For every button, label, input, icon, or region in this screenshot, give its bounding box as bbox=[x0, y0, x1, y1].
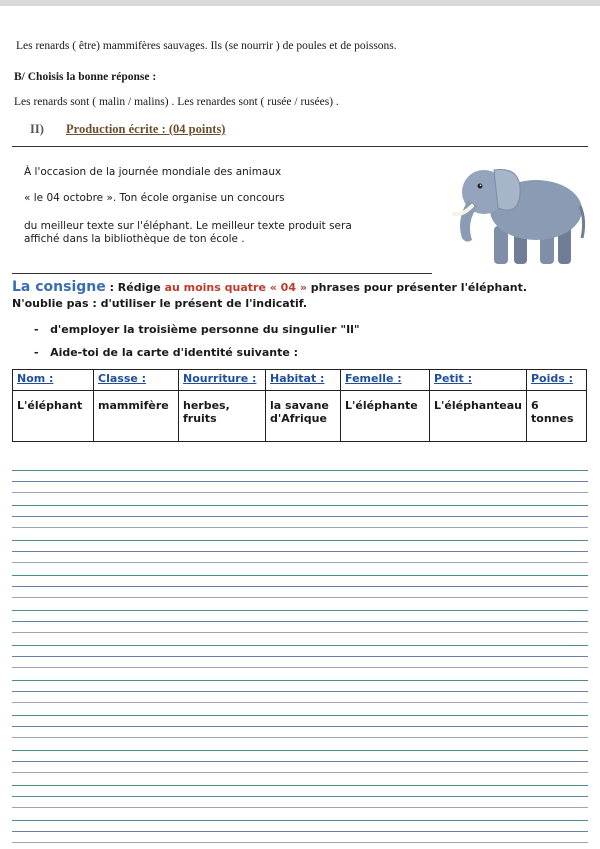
instruction-label: La consigne bbox=[12, 279, 106, 295]
exercise-b-sentence: Les renards sont ( malin / malins) . Les renardes sont ( rusée / rusées) . bbox=[14, 96, 339, 108]
section-title: Production écrite : (04 points) bbox=[66, 122, 226, 136]
writing-line[interactable] bbox=[12, 516, 588, 517]
writing-line[interactable] bbox=[12, 691, 588, 692]
identity-card-table bbox=[12, 369, 587, 442]
writing-line[interactable] bbox=[12, 807, 588, 808]
header-cell: Classe : bbox=[94, 370, 179, 391]
exercise-b-heading: B/ Choisis la bonne réponse : bbox=[14, 71, 157, 83]
writing-line[interactable] bbox=[12, 597, 588, 598]
writing-line[interactable] bbox=[12, 820, 588, 821]
writing-line[interactable] bbox=[12, 505, 588, 506]
writing-line[interactable] bbox=[12, 667, 588, 668]
value-cell: mammifère bbox=[94, 391, 179, 442]
reminder-bullet-2: - Aide-toi de la carte d'identité suivante : bbox=[34, 346, 299, 359]
writing-line[interactable] bbox=[12, 831, 588, 832]
header-cell: Poids : bbox=[527, 370, 587, 391]
header-cell: Nourriture : bbox=[179, 370, 266, 391]
value-cell: 6 tonnes bbox=[527, 391, 587, 442]
writing-line[interactable] bbox=[12, 540, 588, 541]
value-cell: L'éléphant bbox=[13, 391, 94, 442]
writing-line[interactable] bbox=[12, 737, 588, 738]
identity-card-header-row bbox=[13, 370, 587, 391]
reminder-bullet-2-text: Aide-toi de la carte d'identité suivante : bbox=[50, 346, 299, 359]
writing-line[interactable] bbox=[12, 586, 588, 587]
writing-line[interactable] bbox=[12, 481, 588, 482]
reminder-bullet-1: - d'employer la troisième personne du singulier "Il" bbox=[34, 323, 360, 336]
header-cell: Femelle : bbox=[341, 370, 430, 391]
value-cell: la savane d'Afrique bbox=[266, 391, 341, 442]
writing-line[interactable] bbox=[12, 702, 588, 703]
writing-line[interactable] bbox=[12, 645, 588, 646]
writing-line[interactable] bbox=[12, 772, 588, 773]
writing-line[interactable] bbox=[12, 551, 588, 552]
writing-line[interactable] bbox=[12, 527, 588, 528]
identity-card-value-row bbox=[13, 391, 587, 442]
elephant-illustration bbox=[442, 158, 588, 270]
writing-line[interactable] bbox=[12, 750, 588, 751]
writing-line[interactable] bbox=[12, 621, 588, 622]
writing-line[interactable] bbox=[12, 632, 588, 633]
header-cell: Petit : bbox=[430, 370, 527, 391]
writing-line[interactable] bbox=[12, 726, 588, 727]
writing-line[interactable] bbox=[12, 715, 588, 716]
writing-line[interactable] bbox=[12, 680, 588, 681]
section-number: II) bbox=[30, 122, 44, 136]
context-bottom-rule bbox=[12, 273, 432, 274]
instruction-highlight: au moins quatre « 04 » bbox=[164, 281, 307, 294]
context-line-4: affiché dans la bibliothèque de ton école . bbox=[24, 233, 245, 245]
writing-line[interactable] bbox=[12, 656, 588, 657]
writing-line[interactable] bbox=[12, 785, 588, 786]
context-line-1: À l'occasion de la journée mondiale des animaux bbox=[24, 166, 282, 178]
writing-line[interactable] bbox=[12, 562, 588, 563]
context-top-rule bbox=[12, 146, 588, 147]
value-cell: L'éléphante bbox=[341, 391, 430, 442]
value-cell: L'éléphanteau bbox=[430, 391, 527, 442]
writing-line[interactable] bbox=[12, 842, 588, 843]
reminder-intro: N'oublie pas : d'utiliser le présent de l'indicatif. bbox=[12, 297, 308, 310]
context-line-3: du meilleur texte sur l'éléphant. Le meilleur texte produit sera bbox=[24, 220, 352, 232]
instruction-colon: : Rédige bbox=[105, 281, 165, 294]
writing-line[interactable] bbox=[12, 575, 588, 576]
writing-line[interactable] bbox=[12, 796, 588, 797]
header-cell: Nom : bbox=[13, 370, 94, 391]
value-cell: herbes, fruits bbox=[179, 391, 266, 442]
exercise-a-sentence: Les renards ( être) mammifères sauvages. Ils (se nourrir ) de poules et de poissons. bbox=[16, 40, 397, 52]
writing-line[interactable] bbox=[12, 470, 588, 471]
reminder-bullet-1-text: d'employer la troisième personne du singulier "Il" bbox=[50, 323, 360, 336]
header-cell: Habitat : bbox=[266, 370, 341, 391]
top-edge bbox=[0, 0, 600, 6]
context-line-2: « le 04 octobre ». Ton école organise un concours bbox=[24, 192, 285, 204]
writing-line[interactable] bbox=[12, 761, 588, 762]
writing-line[interactable] bbox=[12, 610, 588, 611]
writing-line[interactable] bbox=[12, 492, 588, 493]
instruction-line bbox=[12, 279, 527, 295]
instruction-rest: phrases pour présenter l'éléphant. bbox=[306, 281, 528, 294]
